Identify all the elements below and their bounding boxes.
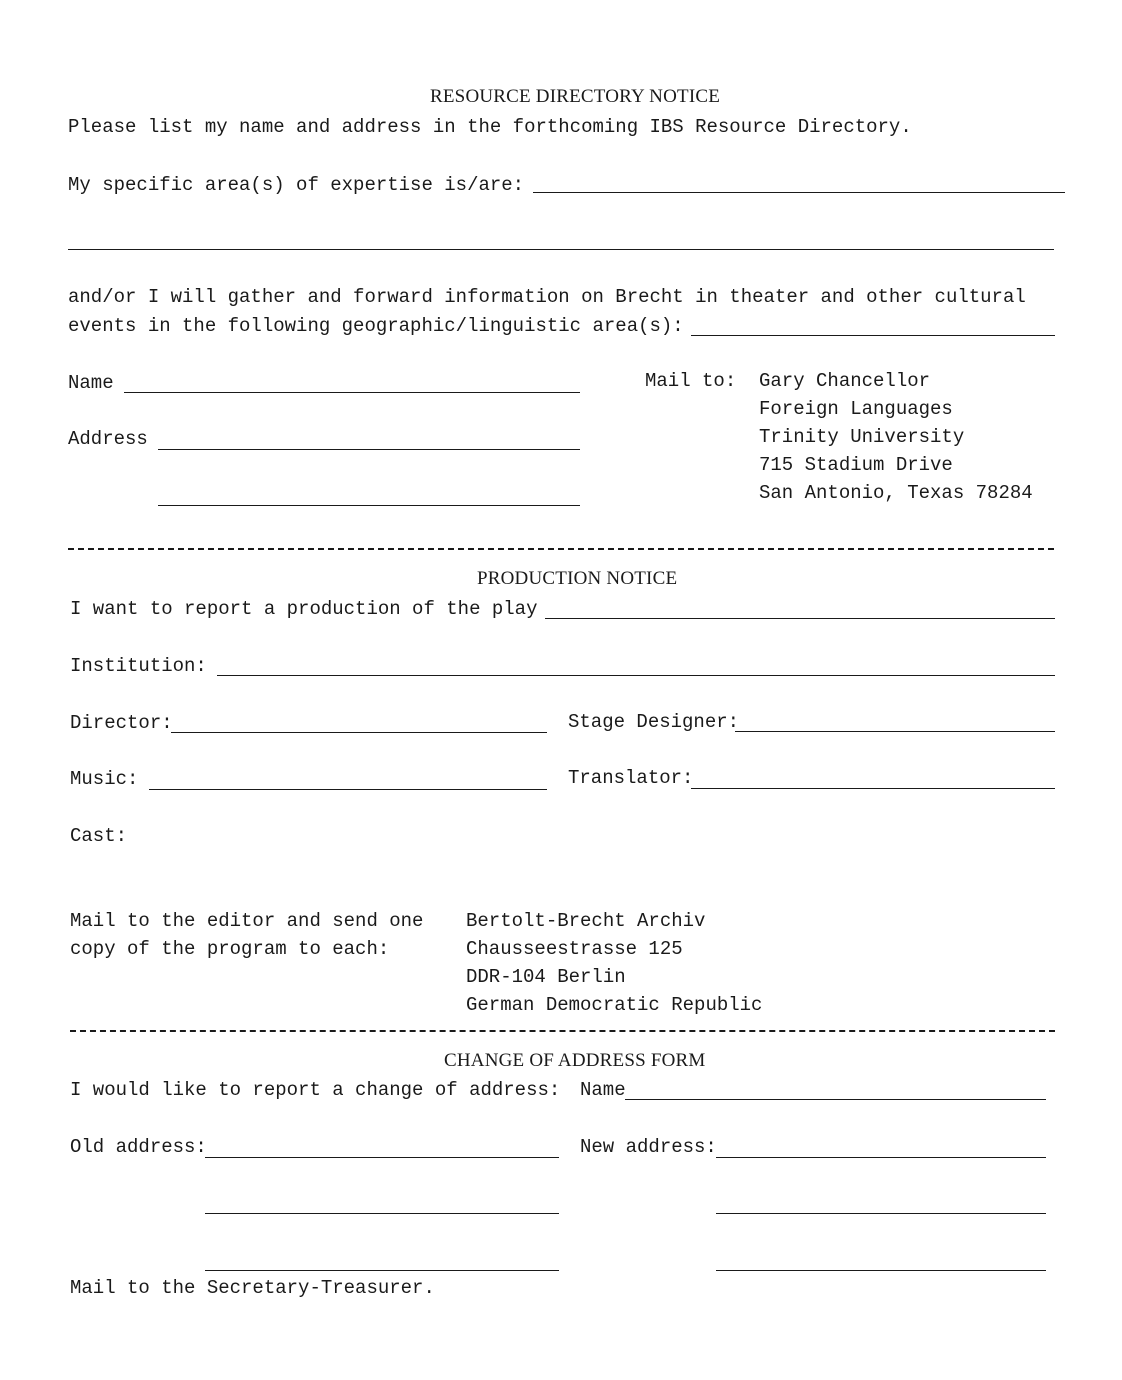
- archiv-address-line: Bertolt-Brecht Archiv: [466, 910, 706, 932]
- new-address-label: New address:: [580, 1136, 717, 1158]
- mail-to-address-line: Gary Chancellor: [759, 370, 931, 392]
- section-divider: [70, 1030, 1055, 1032]
- archiv-address-line: Chausseestrasse 125: [466, 938, 683, 960]
- coa-name-label: Name: [580, 1079, 626, 1101]
- address-field-line-2[interactable]: [158, 505, 580, 506]
- director-field[interactable]: [171, 732, 547, 733]
- mail-to-address-line: San Antonio, Texas 78284: [759, 482, 1033, 504]
- mail-instructions-line-2: copy of the program to each:: [70, 938, 390, 960]
- mail-to-address-line: Foreign Languages: [759, 398, 953, 420]
- new-address-field-line-3[interactable]: [716, 1270, 1046, 1271]
- institution-field[interactable]: [217, 675, 1055, 676]
- mail-instructions-line-1: Mail to the editor and send one: [70, 910, 424, 932]
- gather-info-line-2: events in the following geographic/linguistic area(s):: [68, 315, 684, 337]
- mail-to-address-line: Trinity University: [759, 426, 965, 448]
- archiv-address-line: DDR-104 Berlin: [466, 966, 626, 988]
- old-address-field-line-2[interactable]: [205, 1213, 559, 1214]
- expertise-label: My specific area(s) of expertise is/are:: [68, 174, 525, 196]
- name-label: Name: [68, 372, 114, 394]
- resource-heading: RESOURCE DIRECTORY NOTICE: [430, 86, 721, 107]
- mail-to-secretary-note: Mail to the Secretary-Treasurer.: [70, 1277, 435, 1299]
- production-heading: PRODUCTION NOTICE: [477, 568, 678, 589]
- expertise-field[interactable]: [533, 192, 1065, 193]
- gather-info-line-1: and/or I will gather and forward information on Brecht in theater and other cultural: [68, 286, 1026, 308]
- institution-label: Institution:: [70, 655, 207, 677]
- expertise-field-continued[interactable]: [68, 249, 1054, 250]
- music-field[interactable]: [149, 789, 547, 790]
- translator-field[interactable]: [691, 788, 1055, 789]
- section-divider: [68, 548, 1054, 550]
- address-label: Address: [68, 428, 148, 450]
- change-of-address-heading: CHANGE OF ADDRESS FORM: [444, 1050, 706, 1071]
- new-address-field-line-1[interactable]: [716, 1157, 1046, 1158]
- stage-designer-field[interactable]: [735, 731, 1055, 732]
- mail-to-address-line: 715 Stadium Drive: [759, 454, 953, 476]
- address-field-line-1[interactable]: [158, 449, 580, 450]
- stage-designer-label: Stage Designer:: [568, 711, 740, 733]
- coa-name-field[interactable]: [625, 1099, 1046, 1100]
- play-field[interactable]: [545, 618, 1055, 619]
- cast-label: Cast:: [70, 825, 128, 847]
- report-change-label: I would like to report a change of address:: [70, 1079, 561, 1101]
- old-address-field-line-3[interactable]: [205, 1270, 559, 1271]
- archiv-address-line: German Democratic Republic: [466, 994, 763, 1016]
- report-production-label: I want to report a production of the play: [70, 598, 538, 620]
- translator-label: Translator:: [568, 767, 694, 789]
- name-field[interactable]: [124, 392, 580, 393]
- director-label: Director:: [70, 712, 173, 734]
- mail-to-label: Mail to:: [645, 370, 737, 392]
- resource-intro: Please list my name and address in the forthcoming IBS Resource Directory.: [68, 116, 912, 138]
- geographic-area-field[interactable]: [691, 335, 1055, 336]
- new-address-field-line-2[interactable]: [716, 1213, 1046, 1214]
- music-label: Music:: [70, 768, 139, 790]
- old-address-label: Old address:: [70, 1136, 207, 1158]
- old-address-field-line-1[interactable]: [205, 1157, 559, 1158]
